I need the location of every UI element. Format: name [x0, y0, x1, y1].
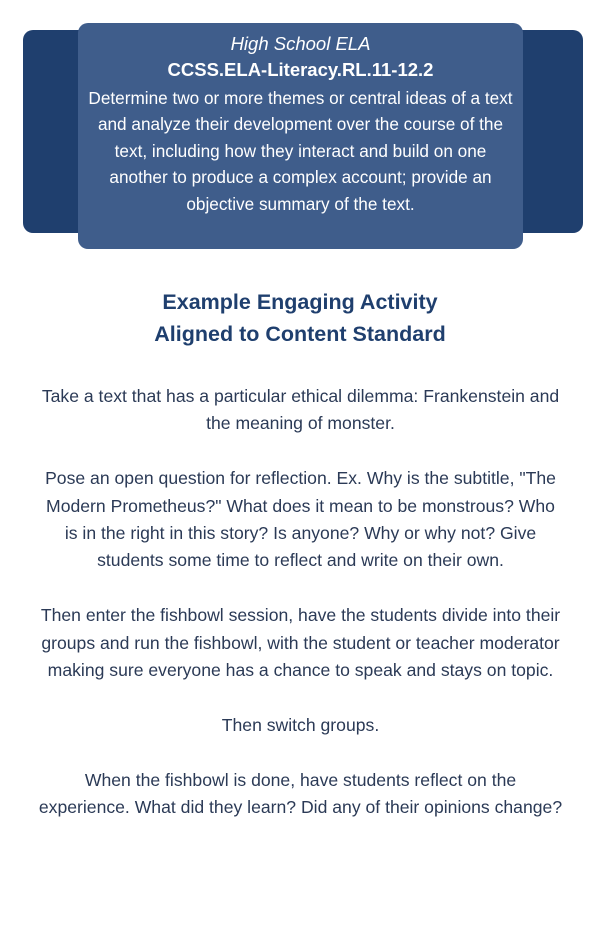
activity-paragraph: Take a text that has a particular ethical dilemma: Frankenstein and the meaning of monster. [41, 386, 560, 434]
standard-description: Determine two or more themes or central ideas of a text and analyze their development over the course of the text, including how they interact and build on one another to produce a complex account; provide an objective summary of the text. [88, 88, 513, 214]
activity-title-line2: Aligned to Content Standard [154, 322, 446, 346]
standard-card [78, 23, 523, 249]
activity-paragraph: Then enter the fishbowl session, have the students divide into their groups and run the fishbowl, with the student or teacher moderator making sure everyone has a chance to speak and stays on topic. [40, 605, 561, 681]
grade-level-label: High School ELA [230, 33, 371, 54]
activity-paragraph: Pose an open question for reflection. Ex. Why is the subtitle, "The Modern Prometheus?" What does it mean to be monstrous? Who is in the right in this story? Is anyone? Why or why not? Give students some time to reflect and write on their own. [45, 468, 556, 571]
activity-title-line1: Example Engaging Activity [162, 290, 438, 314]
activity-paragraph: Then switch groups. [221, 714, 380, 735]
activity-description [38, 383, 563, 849]
activity-title [0, 286, 600, 350]
standard-code: CCSS.ELA-Literacy.RL.11-12.2 [167, 59, 434, 80]
standard-header [0, 0, 600, 260]
activity-paragraph: When the fishbowl is done, have students reflect on the experience. What did they learn? Did any of their opinions change? [38, 769, 563, 818]
